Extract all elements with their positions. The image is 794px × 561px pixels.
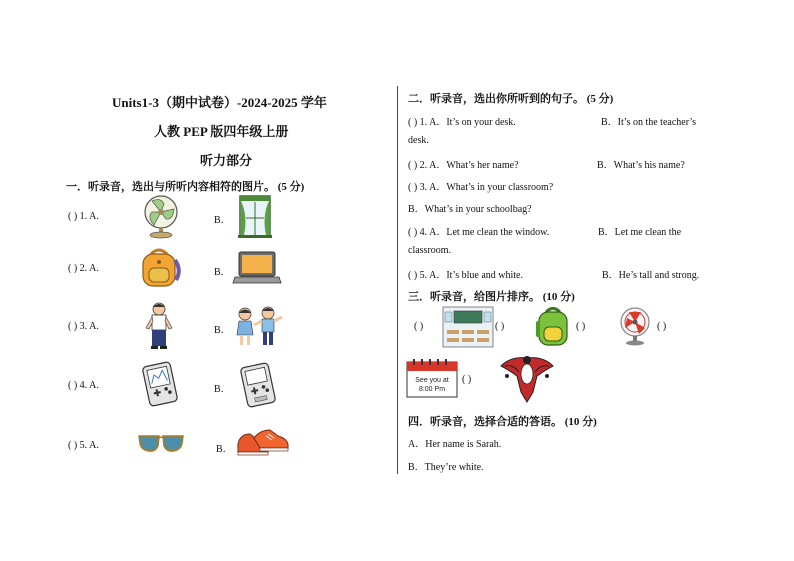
s2-line-4: ( ) 4. A．Let me clean the window.: [408, 227, 550, 238]
s1-q2-b: B．: [214, 267, 231, 278]
s1-q3: ( ) 3. A.: [68, 321, 99, 332]
sunglasses-icon: [137, 432, 185, 454]
s2-line-1b: B．It’s on the teacher’s: [601, 117, 697, 128]
fan-icon: [140, 193, 182, 239]
s2-line-2: ( ) 2. A．What’s her name?: [408, 160, 519, 171]
s2-line-1: ( ) 1. A．It’s on your desk.: [408, 117, 516, 128]
s3-blank-4: ( ): [657, 321, 667, 332]
s2-line-5: ( ) 5. A．It’s blue and white.: [408, 270, 523, 281]
kids-icon: [232, 305, 284, 347]
s1-q4-b: B．: [214, 384, 231, 395]
game-player-icon-b: [236, 362, 280, 408]
fan-icon-red: [617, 306, 653, 346]
s2-line-1c: desk.: [408, 135, 429, 146]
s2-line-2b: B．What’s his name?: [597, 160, 685, 171]
boy-icon: [143, 302, 175, 352]
calendar-text-1: See you at: [415, 377, 449, 384]
s1-q2: ( ) 2. A.: [68, 263, 99, 274]
s3-blank-1: ( ): [414, 321, 424, 332]
s3-blank-5: ( ): [462, 374, 472, 385]
game-player-icon: [138, 360, 182, 408]
schoolbag-icon: [135, 246, 183, 288]
s1-q3-b: B．: [214, 325, 231, 336]
section3-heading: 三．听录音，给图片排序。 (10 分): [408, 291, 575, 303]
s2-line-5b: B．He’s tall and strong.: [602, 270, 700, 281]
document-subtitle: 人教 PEP 版四年级上册: [154, 124, 289, 139]
section1-heading: 一．听录音，选出与所听内容相符的图片。 (5 分): [66, 181, 305, 193]
s2-line-4c: classroom.: [408, 245, 452, 256]
s1-q1-b: B．: [214, 215, 231, 226]
s1-q5-b: B．: [216, 444, 233, 455]
s1-q1: ( ) 1. A.: [68, 211, 99, 222]
s4-line-a: A．Her name is Sarah.: [408, 439, 502, 450]
s2-line-4b: B．Let me clean the: [598, 227, 682, 238]
document-title: Units1-3（期中试卷）-2024-2025 学年: [112, 95, 327, 110]
s3-blank-2: ( ): [495, 321, 505, 332]
s4-line-b: B．They’re white.: [408, 462, 484, 473]
s1-q5: ( ) 5. A.: [68, 440, 99, 451]
s2-line-3: ( ) 3. A．What’s in your classroom?: [408, 182, 554, 193]
part-title: 听力部分: [200, 153, 253, 168]
calendar-icon: [406, 358, 458, 398]
classroom-icon: [442, 306, 494, 348]
column-divider: [397, 86, 398, 474]
window-icon: [238, 194, 272, 240]
shoes-icon: [234, 426, 290, 460]
section4-heading: 四．听录音，选择合适的答语。 (10 分): [408, 416, 597, 428]
s3-blank-3: ( ): [576, 321, 586, 332]
calendar-text-2: 8:00 Pm: [418, 386, 446, 393]
schoolbag-icon-green: [533, 305, 573, 347]
laptop-icon: [232, 250, 282, 286]
kite-icon: [497, 352, 557, 406]
s1-q4: ( ) 4. A.: [68, 380, 99, 391]
section2-heading: 二．听录音，选出你所听到的句子。 (5 分): [408, 93, 614, 105]
s2-line-3b: B．What’s in your schoolbag?: [408, 204, 532, 215]
